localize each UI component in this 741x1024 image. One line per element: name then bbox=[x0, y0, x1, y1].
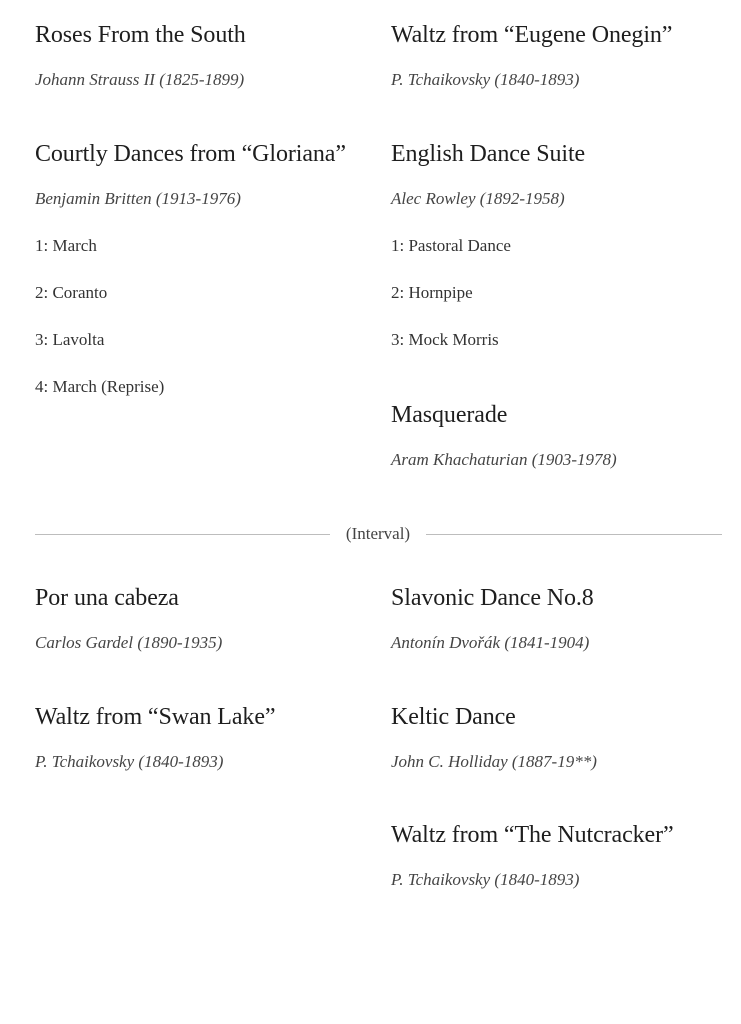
program-piece bbox=[35, 140, 346, 397]
movement-list bbox=[35, 236, 346, 397]
movement-item: 3: Lavolta bbox=[35, 330, 105, 349]
piece-composer: P. Tchaikovsky (1840-1893) bbox=[35, 752, 224, 771]
divider-rule-right bbox=[426, 534, 722, 535]
program-piece bbox=[391, 584, 594, 653]
piece-composer: Benjamin Britten (1913-1976) bbox=[35, 189, 241, 208]
movement-item: 1: March bbox=[35, 236, 97, 255]
interval-label: (Interval) bbox=[345, 524, 411, 543]
piece-title: Por una cabeza bbox=[35, 585, 179, 611]
piece-title: English Dance Suite bbox=[391, 141, 586, 167]
piece-composer: Antonín Dvořák (1841-1904) bbox=[391, 633, 590, 652]
program-piece bbox=[391, 821, 674, 890]
program-piece bbox=[35, 703, 275, 772]
movement-item: 3: Mock Morris bbox=[391, 330, 499, 349]
movement-item: 1: Pastoral Dance bbox=[391, 236, 511, 255]
piece-title: Roses From the South bbox=[35, 22, 246, 48]
piece-composer: John C. Holliday (1887-19**) bbox=[391, 752, 597, 771]
piece-title: Waltz from “Eugene Onegin” bbox=[391, 22, 673, 48]
program-piece bbox=[391, 401, 617, 470]
divider-rule-left bbox=[35, 534, 330, 535]
piece-composer: P. Tchaikovsky (1840-1893) bbox=[391, 70, 580, 89]
piece-composer: Carlos Gardel (1890-1935) bbox=[35, 633, 223, 652]
piece-composer: Aram Khachaturian (1903-1978) bbox=[391, 450, 617, 469]
movement-list bbox=[391, 236, 585, 350]
movement-item: 2: Coranto bbox=[35, 283, 108, 302]
piece-title: Masquerade bbox=[391, 402, 508, 428]
movement-item: 2: Hornpipe bbox=[391, 283, 473, 302]
program-piece bbox=[35, 21, 246, 90]
piece-composer: P. Tchaikovsky (1840-1893) bbox=[391, 870, 580, 889]
piece-composer: Alec Rowley (1892-1958) bbox=[391, 189, 565, 208]
piece-title: Courtly Dances from “Gloriana” bbox=[35, 141, 346, 167]
program-piece bbox=[391, 140, 585, 350]
piece-title: Waltz from “The Nutcracker” bbox=[391, 822, 674, 848]
interval-divider bbox=[35, 522, 722, 546]
program-piece bbox=[35, 584, 222, 653]
piece-title: Waltz from “Swan Lake” bbox=[35, 704, 276, 730]
piece-composer: Johann Strauss II (1825-1899) bbox=[35, 70, 245, 89]
program-piece bbox=[391, 21, 672, 90]
movement-item: 4: March (Reprise) bbox=[35, 377, 165, 396]
piece-title: Slavonic Dance No.8 bbox=[391, 585, 594, 611]
piece-title: Keltic Dance bbox=[391, 704, 516, 730]
program-piece bbox=[391, 703, 597, 772]
